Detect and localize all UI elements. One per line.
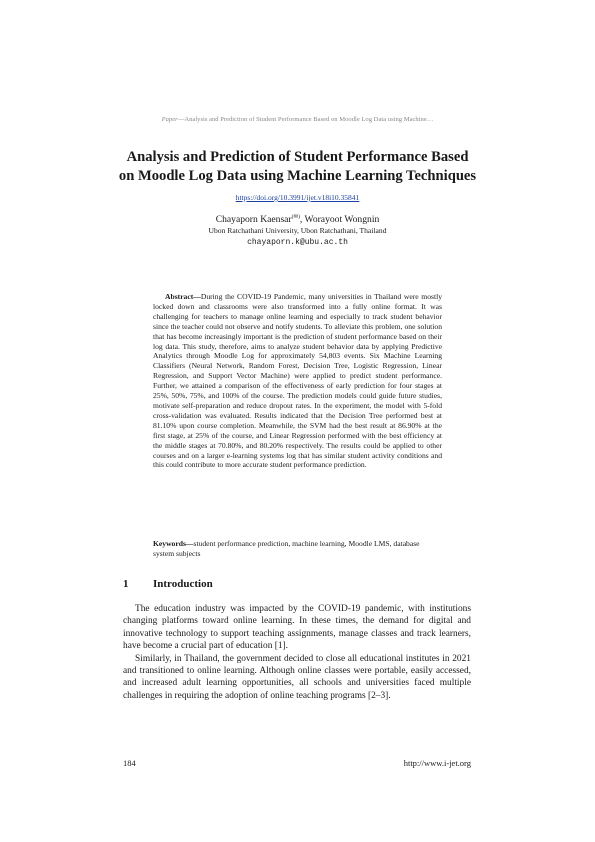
paper-title-line-1: Analysis and Prediction of Student Performance Based xyxy=(126,149,469,165)
section-heading xyxy=(123,578,213,590)
running-header-label: Paper xyxy=(161,116,178,123)
paragraph: Similarly, in Thailand, the government decided to close all educational institutes in 2021 and transitioned to online learning. Although online classes were portable, easily accessed, and increased adult learning opportunities, all schools and universities faced multiple challenges in requiring the adoption of online teaching programs [2–3]. xyxy=(123,653,471,701)
paragraph: The education industry was impacted by the COVID-19 pandemic, with institutions changing platforms toward online learning. In these times, the demand for digital and innovative technology to support teaching assignments, manage classes and track learners, have become a crucial part of education [1]. xyxy=(123,604,471,652)
keywords-label: Keywords— xyxy=(153,539,194,548)
affiliation: Ubon Ratchathani University, Ubon Ratchathani, Thailand xyxy=(208,226,387,235)
journal-url[interactable]: http://www.i-jet.org xyxy=(403,758,471,768)
abstract-label: Abstract— xyxy=(165,292,201,301)
doi-link[interactable]: https://doi.org/10.3991/ijet.v18i10.35841 xyxy=(235,193,360,202)
abstract-text: During the COVID-19 Pandemic, many universities in Thailand were mostly locked down and classrooms were also transformed into a fully online format. It was challenging for teachers to manage online learning and especially to track student behavior since the teacher could not observe and notify students. To alleviate this problem, one solution that has become increasingly important is the prediction of student performance based on their log data. This study, therefore, aims to analyze student behavior data by applying Predictive Analytics through Moodle Log for approximately 54,803 events. Six Machine Learning Classifiers (Neural Network, Random Forest, Decision Tree, Logistic Regression, Linear Regression, and Support Vector Machine) were applied to predict student performance. Further, we attained a comparison of the effectiveness of early prediction for four stages at 25%, 50%, 75%, and 100% of the course. The prediction models could guide future studies, motivate self-preparation and reduce dropout rates. In the experiment, the model with 5-fold cross-validation was evaluated. Results indicated that the Decision Tree performed best at 81.10% upon course completion. Meanwhile, the SVM had the best result at 86.90% at the first stage, at 25% of the course, and Linear Regression performed with the best efficiency at the middle stages at 70.80%, and 80.20% respectively. The results could be applied to other courses and on a larger e-learning systems log that has similar student activity conditions and this could contribute to more accurate student performance prediction. xyxy=(153,292,442,470)
section-number: 1 xyxy=(123,578,129,590)
keywords xyxy=(153,539,442,559)
section-title: Introduction xyxy=(153,578,213,590)
corresponding-author-icon: (✉) xyxy=(291,214,300,220)
author-email[interactable]: chayaporn.k@ubu.ac.th xyxy=(247,238,348,247)
paper-title-line-2: on Moodle Log Data using Machine Learning Techniques xyxy=(118,168,477,184)
page-number: 184 xyxy=(123,758,136,768)
author-separator: , xyxy=(299,214,305,226)
author-list xyxy=(0,214,595,225)
keywords-text: student performance prediction, machine learning, Moodle LMS, database system subjects xyxy=(153,539,420,558)
body-text xyxy=(123,603,471,702)
abstract xyxy=(153,292,442,470)
author-name: Worayoot Wongnin xyxy=(304,214,380,226)
author-name: Chayaporn Kaensar xyxy=(215,214,292,226)
running-header xyxy=(0,116,595,123)
running-header-text: —Analysis and Prediction of Student Performance Based on Moodle Log Data using Machine… xyxy=(177,116,434,123)
paper-title xyxy=(60,148,535,186)
